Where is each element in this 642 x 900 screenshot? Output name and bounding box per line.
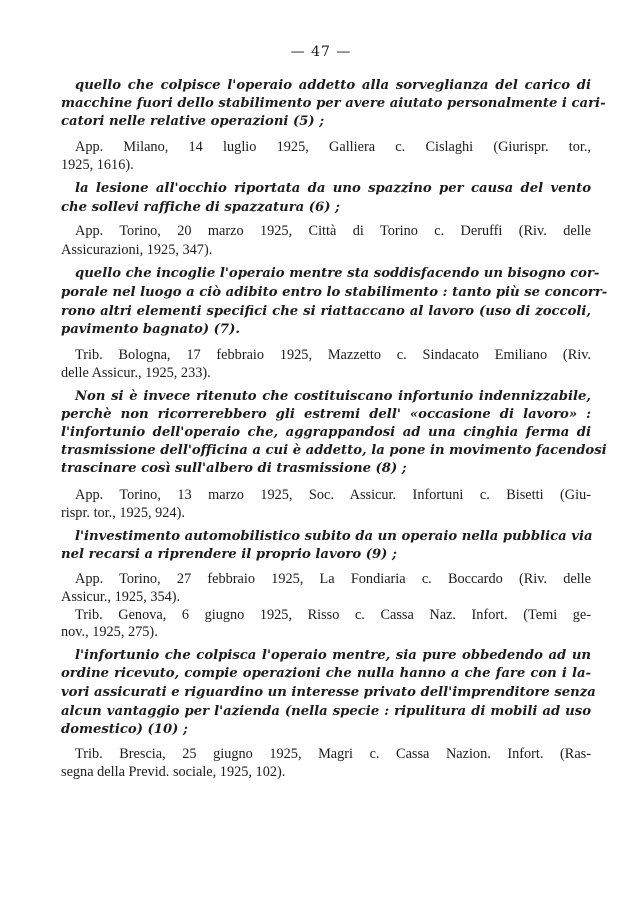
citation-line: Assicur., 1925, 354).	[61, 589, 181, 605]
case-text-line: rono altri elementi specifici che si riattaccano al lavoro (uso di zoccoli,	[61, 304, 591, 319]
case-text-line: la lesione all'occhio riportata da uno spazzino per causa del vento	[75, 181, 591, 196]
case-text-line: Non si è invece ritenuto che costituiscano infortunio indennizzabile,	[75, 389, 591, 404]
case-text-line: alcun vantaggio per l'azienda (nella specie : ripulitura di mobili ad uso	[61, 704, 591, 719]
citation-line: App. Torino, 20 marzo 1925, Città di Torino c. Deruffi (Riv. delle	[75, 223, 591, 239]
citation-line: segna della Previd. sociale, 1925, 102).	[61, 764, 286, 780]
case-text-line: vori assicurati e riguardino un interesse privato dell'imprenditore senza	[61, 685, 596, 700]
case-text-line: quello che incoglie l'operaio mentre sta soddisfacendo un bisogno cor-	[75, 266, 600, 281]
citation-line: Trib. Brescia, 25 giugno 1925, Magri c. Cassa Nazion. Infort. (Ras-	[75, 746, 591, 762]
case-text-line: trascinare così sull'albero di trasmissione (8) ;	[61, 461, 407, 476]
citation-line: Trib. Genova, 6 giugno 1925, Risso c. Cassa Naz. Infort. (Temi ge-	[75, 607, 591, 623]
case-text-line: nel recarsi a riprendere il proprio lavoro (9) ;	[61, 547, 397, 562]
case-text-line: catori nelle relative operazioni (5) ;	[61, 114, 325, 129]
citation-line: Assicurazioni, 1925, 347).	[61, 242, 213, 258]
case-text-line: domestico) (10) ;	[61, 722, 188, 737]
citation-line: App. Torino, 13 marzo 1925, Soc. Assicur. Infortuni c. Bisetti (Giu-	[75, 487, 591, 503]
citation-line: delle Assicur., 1925, 233).	[61, 365, 211, 381]
case-text-line: perchè non ricorrerebbero gli estremi dell' «occasione di lavoro» :	[61, 407, 591, 422]
case-text-line: che sollevi raffiche di spazzatura (6) ;	[61, 200, 340, 215]
case-text-line: l'infortunio che colpisca l'operaio mentre, sia pure obbedendo ad un	[75, 648, 591, 663]
case-text-line: ordine ricevuto, compie operazioni che nulla hanno a che fare con i la-	[61, 666, 591, 681]
case-text-line: porale nel luogo a ciò adibito entro lo stabilimento : tanto più se concorr-	[61, 285, 608, 300]
citation-line: Trib. Bologna, 17 febbraio 1925, Mazzetto c. Sindacato Emiliano (Riv.	[75, 347, 591, 363]
page-number: — 47 —	[290, 44, 352, 60]
citation-line: 1925, 1616).	[61, 157, 134, 173]
citation-line: nov., 1925, 275).	[61, 624, 158, 640]
case-text-line: trasmissione dell'officina a cui è addetto, la pone in movimento facendosi	[61, 443, 607, 458]
case-text-line: quello che colpisce l'operaio addetto alla sorveglianza del carico di	[75, 78, 591, 93]
citation-line: App. Milano, 14 luglio 1925, Galliera c. Cislaghi (Giurispr. tor.,	[75, 139, 591, 155]
case-text-line: macchine fuori dello stabilimento per avere aiutato personalmente i cari-	[61, 96, 606, 111]
citation-line: rispr. tor., 1925, 924).	[61, 505, 185, 521]
case-text-line: l'infortunio dell'operaio che, aggrappandosi ad una cinghia ferma di	[61, 425, 591, 440]
case-text-line: pavimento bagnato) (7).	[61, 322, 240, 337]
citation-line: App. Torino, 27 febbraio 1925, La Fondiaria c. Boccardo (Riv. delle	[75, 571, 591, 587]
case-text-line: l'investimento automobilistico subito da un operaio nella pubblica via	[75, 529, 593, 544]
